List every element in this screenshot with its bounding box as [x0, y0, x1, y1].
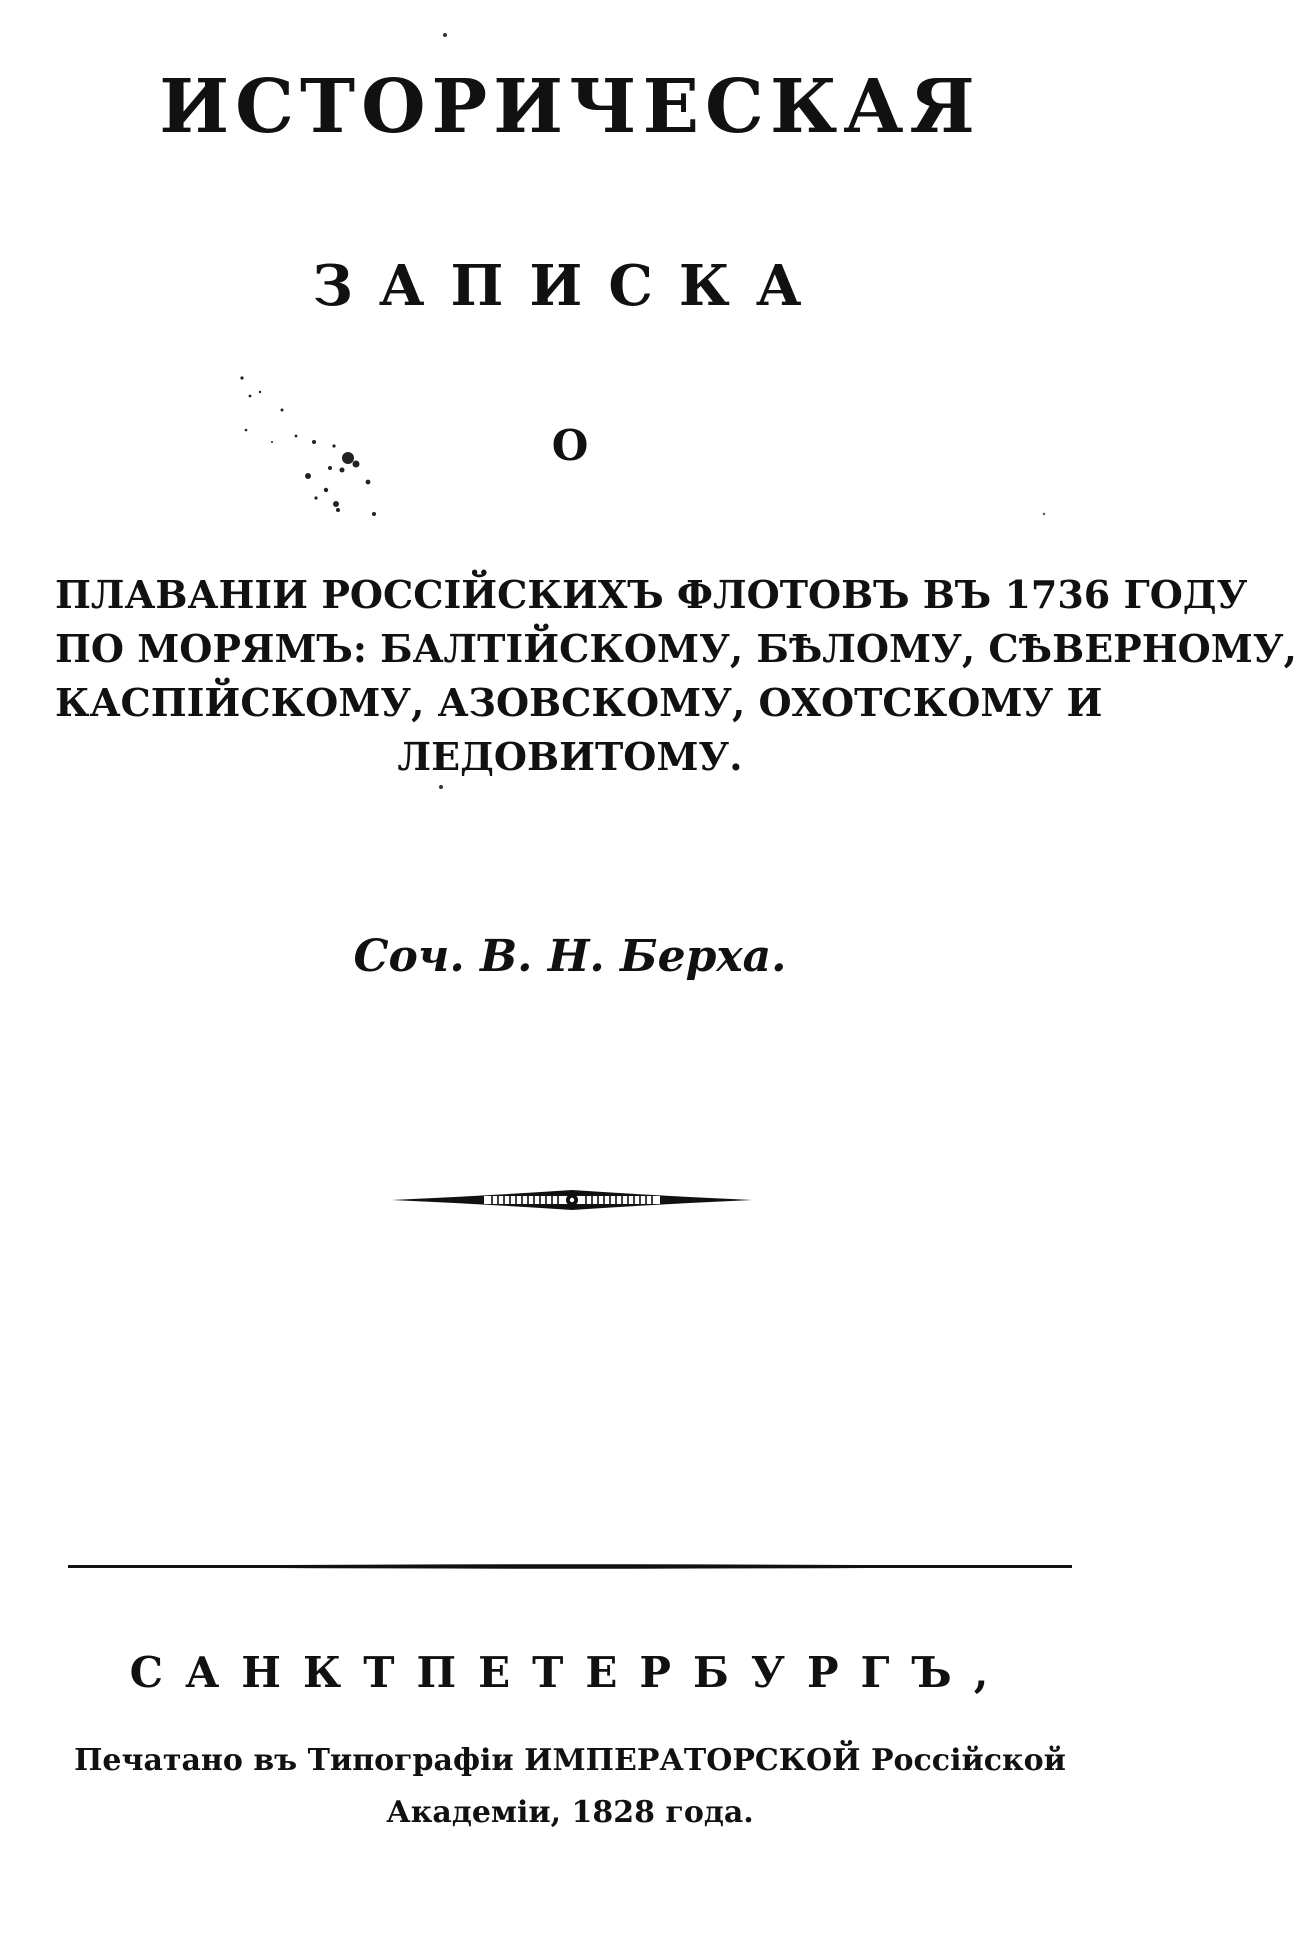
description-line: КАСПІЙСКОМУ, АЗОВСКОМУ, ОХОТСКОМУ И: [55, 680, 1103, 725]
ink-speck: [436, 782, 446, 792]
imprint-statement: [40, 1735, 1100, 1839]
imprint-line: Академіи, 1828 года.: [386, 1795, 754, 1830]
description-line: ЛЕДОВИТОМУ.: [397, 734, 743, 779]
page-subtitle: ЗАПИСКА: [312, 253, 828, 319]
description-line: ПЛАВАНІИ РОССІЙСКИХЪ ФЛОТОВЪ ВЪ 1736 ГОДУ: [55, 572, 1248, 617]
description-line: ПО МОРЯМЪ: БАЛТІЙСКОМУ, БѢЛОМУ, СѢВЕРНОМУ,: [55, 626, 1297, 671]
author-line: Соч. В. Н. Берха.: [353, 931, 787, 982]
preposition: О: [551, 421, 589, 470]
title-description: [55, 568, 1297, 784]
ornament-flourish-icon: [392, 1188, 752, 1212]
ink-specks: [238, 372, 418, 532]
imprint-line: Печатано въ Типографіи ИМПЕРАТОРСКОЙ Россійской: [74, 1743, 1066, 1778]
ink-speck: [440, 30, 450, 40]
ink-speck: [1040, 510, 1048, 518]
horizontal-rule: [68, 1563, 1072, 1570]
page-title: ИСТОРИЧЕСКАЯ: [159, 64, 981, 150]
imprint-city: САНКТПЕТЕРБУРГЪ,: [129, 1648, 1011, 1697]
